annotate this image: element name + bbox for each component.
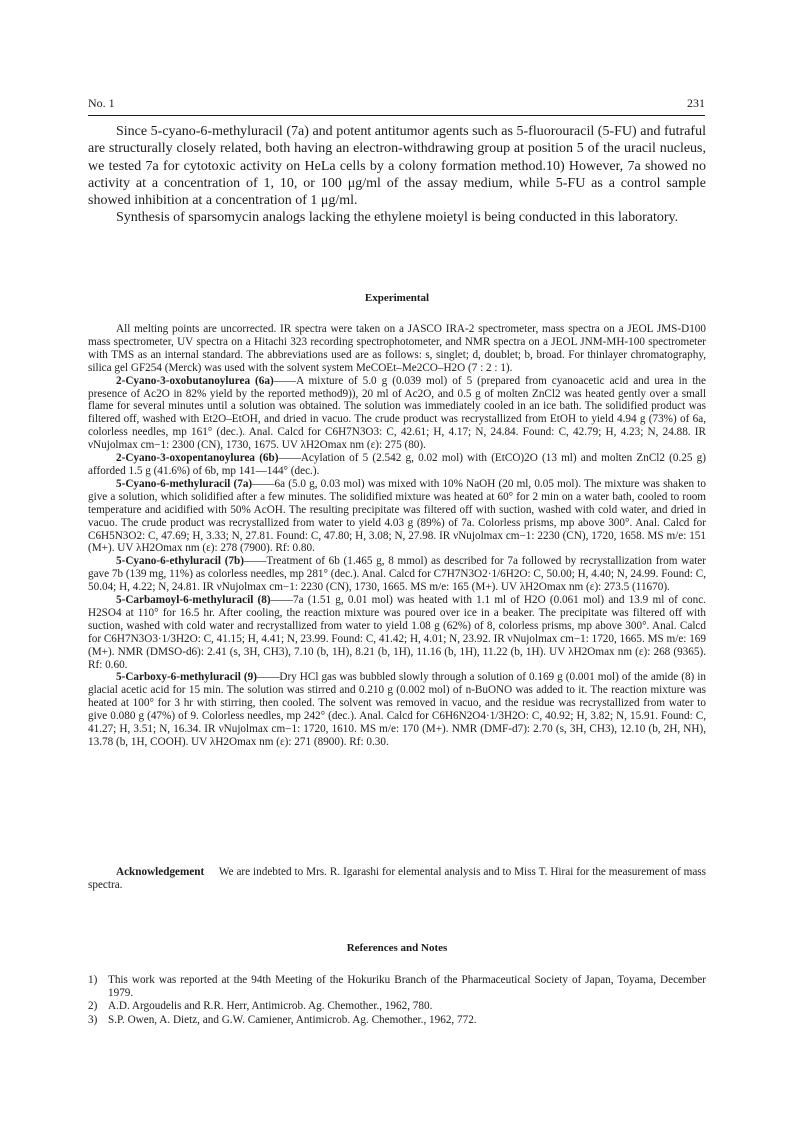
- compound-7b-body: ——Treatment of 6b (1.465 g, 8 mmol) as described for 7a followed by recrystallization from water gave 7b (139 mg, 11%) as colorless needles, mp 281° (dec.). Anal. Calcd for C7H7N3O2·1/6H2O: C, 50.00; H, 4.40; N, 24.99. Found: C, 50.04; H, 4.22; N, 24.81. IR νNujolmax cm−1: 2230 (CN), 1730, 1665. MS m/e: 165 (M+). UV λH2Omax nm (ε): 273.5 (11670).: [88, 555, 706, 594]
- compound-6a-title: 2-Cyano-3-oxobutanoylurea (6a): [116, 374, 274, 387]
- compound-6b-paragraph: [88, 452, 706, 478]
- compound-9-body: ——Dry HCl gas was bubbled slowly through a solution of 0.169 g (0.001 mol) of the amide (8) in glacial acetic acid for 15 min. The solution was stirred and 0.210 g (0.002 mol) of n-BuONO was added to it. The reaction mixture was heated at 100° for 3 hr with stirring, then cooled. The solvent was removed in vacuo, and the residue was recrystallized from water to give 0.080 g (47%) of 9. Colorless needles, mp 242° (dec.). Anal. Calcd for C6H6N2O4·1/3H2O: C, 40.92; H, 3.82; N, 15.91. Found: C, 41.27; H, 3.51; N, 16.34. IR νNujolmax cm−1: 1720, 1610. MS m/e: 170 (M+). NMR (DMF-d7): 2.70 (s, 3H, CH3), 12.10 (b, 2H, NH), 13.78 (b, 1H, COOH). UV λH2Omax nm (ε): 271 (8900). Rf: 0.30.: [88, 671, 707, 748]
- acknowledgement-body: We are indebted to Mrs. R. Igarashi for elemental analysis and to Miss T. Hirai for the measurement of mass spectra.: [88, 866, 707, 891]
- compound-7a-body: ——6a (5.0 g, 0.03 mol) was mixed with 10% NaOH (20 ml, 0.05 mol). The mixture was shaken to give a solution, which solidified after a few minutes. The solidified mixture was heated at 60° for 2 min on a water bath, cooled to room temperature and acidified with 50% AcOH. The resulting precipitate was filtered off with suction, washed with cold water, and dried in vacuo. The crude product was recrystallized from water to yield 4.03 g (89%) of 7a. Colorless prisms, mp above 300°. Anal. Calcd for C6H5N3O2: C, 47.69; H, 3.33; N, 27.81. Found: C, 47.80; H, 3.08; N, 27.98. IR νNujolmax cm−1: 2230 (CN), 1720, 1658. MS m/e: 151 (M+). UV λH2Omax nm (ε): 278 (7900). Rf: 0.80.: [88, 477, 706, 555]
- reference-item: [88, 1014, 706, 1027]
- compound-8-title: 5-Carbamoyl-6-methyluracil (8): [116, 594, 271, 607]
- compound-7a-title: 5-Cyano-6-methyluracil (7a): [116, 477, 253, 490]
- reference-number: 2): [88, 1000, 98, 1013]
- compound-8-paragraph: [88, 594, 706, 671]
- compound-7b-paragraph: [88, 555, 706, 594]
- reference-item: [88, 1000, 706, 1013]
- compound-6a-body: ——A mixture of 5.0 g (0.039 mol) of 5 (prepared from cyanoacetic acid and urea in the presence of Ac2O in 82% yield by the reported method9)), 20 ml of Ac2O, and 0.5 g of molten ZnCl2 was heated gently over a small flame for several minutes until a solution was obtained. The solution was immediately cooled in an ice bath. The solidified product was filtered off, washed with Et2O–EtOH, and dried in vacuo. The crude product was recrystallized from EtOH to yield 4.94 g (73%) of 6a, colorless needles, mp 161° (dec.). Anal. Calcd for C6H7N3O3: C, 42.61; H, 4.17; N, 24.84. Found: C, 42.79; H, 4.23; N, 24.88. IR νNujolmax cm−1: 2300 (CN), 1730, 1675. UV λH2Omax nm (ε): 275 (80).: [88, 374, 706, 452]
- journal-number: No. 1: [88, 96, 115, 110]
- compound-9-paragraph: [88, 671, 706, 748]
- acknowledgement-paragraph: [88, 866, 706, 892]
- compound-7b-title: 5-Cyano-6-ethyluracil (7b): [116, 555, 244, 568]
- references-list: [88, 974, 706, 1027]
- reference-number: 3): [88, 1013, 98, 1026]
- acknowledgement-section: [88, 866, 706, 892]
- compound-6b-body: ——Acylation of 5 (2.542 g, 0.02 mol) with (EtCO)2O (13 ml) and molten ZnCl2 (0.25 g) afforded 1.5 g (41.6%) of 6b, mp 141—144° (dec.).: [88, 452, 706, 477]
- experimental-heading: Experimental: [364, 292, 430, 304]
- compound-9-title: 5-Carboxy-6-methyluracil (9): [116, 671, 257, 684]
- page-number: 231: [687, 96, 705, 110]
- intro-paragraph-2: Synthesis of sparsomycin analogs lacking the ethylene moietyl is being conducted in this laboratory.: [116, 210, 679, 226]
- reference-number: 1): [88, 974, 98, 986]
- compound-7a-paragraph: [88, 478, 706, 555]
- intro-section: [88, 123, 706, 227]
- running-header: [88, 96, 705, 114]
- header-rule: [88, 115, 705, 116]
- reference-text: A.D. Argoudelis and R.R. Herr, Antimicrob. Ag. Chemother., 1962, 780.: [108, 1000, 433, 1013]
- reference-text: This work was reported at the 94th Meeting of the Hokuriku Branch of the Pharmaceutical Society of Japan, Toyama, December 1979.: [108, 974, 706, 1000]
- compound-8-body: ——7a (1.51 g, 0.01 mol) was heated with 1.1 ml of H2O (0.061 mol) and 13.9 ml of conc. H2SO4 at 110° for 16.5 hr. After cooling, the reaction mixture was poured over ice in a beaker. The precipitate was filtered off with suction, washed with cold water and recrystallized from water to yield 1.08 g (62%) of 8, colorless prisms, mp above 300°. Anal. Calcd for C6H7N3O3·1/3H2O: C, 41.15; H, 4.41; N, 23.99. Found: C, 41.42; H, 4.01; N, 23.92. IR νNujolmax cm−1: 1720, 1665. MS m/e: 169 (M+). NMR (DMSO-d6): 2.41 (s, 3H, CH3), 7.10 (b, 1H), 8.21 (b, 1H), 11.16 (b, 1H), 11.22 (b, 1H). UV λH2Omax nm (ε): 268 (9365). Rf: 0.60.: [88, 594, 706, 671]
- acknowledgement-title: Acknowledgement: [116, 866, 205, 878]
- compound-6b-title: 2-Cyano-3-oxopentanoylurea (6b): [116, 452, 279, 465]
- intro-paragraph-1: Since 5-cyano-6-methyluracil (7a) and potent antitumor agents such as 5-fluorouracil (5-FU) and futraful are structurally closely related, both having an electron-withdrawing group at position 5 of the uracil nucleus, we tested 7a for cytotoxic activity on HeLa cells by a colony formation method.10) However, 7a showed no activity at a concentration of 1, 10, or 100 μg/ml of the assay medium, while 5-FU as a control sample showed inhibition at a concentration of 1 μg/ml.: [88, 124, 706, 209]
- reference-item: [88, 974, 706, 1000]
- reference-text: S.P. Owen, A. Dietz, and G.W. Camiener, Antimicrob. Ag. Chemother., 1962, 772.: [108, 1013, 477, 1026]
- experimental-general: All melting points are uncorrected. IR spectra were taken on a JASCO IRA-2 spectrometer, mass spectra on a JEOL JMS-D100 mass spectrometer, UV spectra on a Hitachi 323 recording spectrophotometer, and NMR spectra on a JEOL JNM-MH-100 spectrometer with TMS as an internal standard. The abbreviations used are as follows: s, singlet; d, doublet; b, broad. For thinlayer chromatography, silica gel GF254 (Merck) was used with the solvent system MeCOEt–Me2CO–H2O (7 : 2 : 1).: [88, 323, 706, 374]
- compound-6a-paragraph: [88, 375, 706, 452]
- references-heading: References and Notes: [346, 942, 448, 954]
- experimental-section: [88, 323, 706, 749]
